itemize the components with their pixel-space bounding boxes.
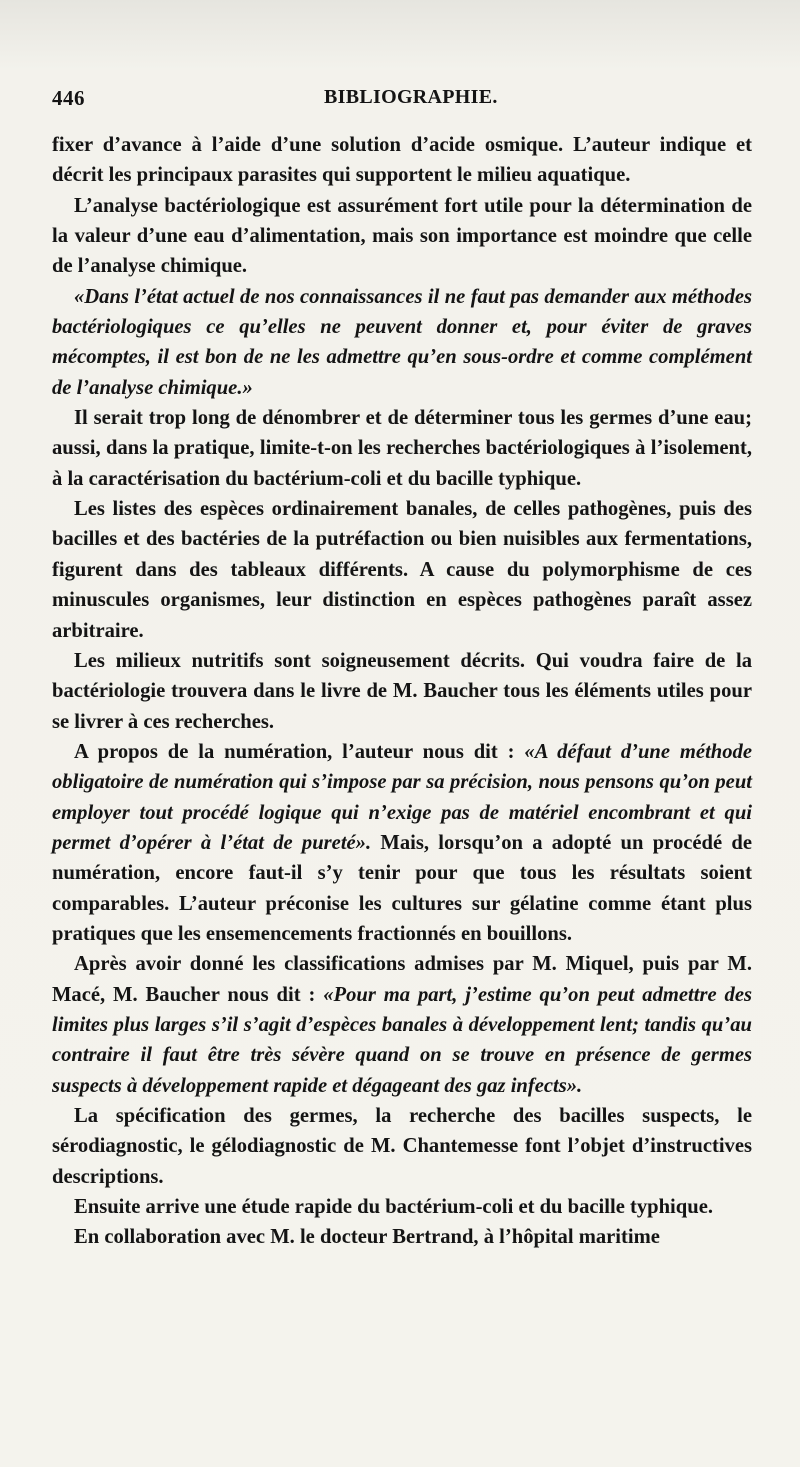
paragraph: La spécification des germes, la recherche des bacilles suspects, le sérodiagnostic, le gélodiagnostic de M. Chantemesse font l’objet d’instructives descriptions.: [52, 1105, 752, 1188]
paragraph-tail: Mais, lorsqu’on a adopté un procédé de numération, encore faut-il s’y tenir pour que tous les résultats soient comparables. L’auteur préconise les cultures sur gélatine comme étant plus pratiques que les ensemencements fractionnés en bouillons.: [52, 831, 752, 945]
inline-quote: «A défaut d’une méthode obligatoire de numération qui s’impose par sa précision, nous pensons qu’on peut employer tout procédé logique qui n’exige pas de matériel encombrant et qui permet d’opérer à l’état de pureté».: [52, 740, 752, 854]
paragraph-with-quote: [52, 949, 752, 1101]
paragraph-with-quote: [52, 737, 752, 949]
paragraph: fixer d’avance à l’aide d’une solution d’acide osmique. L’auteur indique et décrit les principaux parasites qui supportent le milieu aquatique.: [52, 134, 752, 187]
block-quote: «Dans l’état actuel de nos connaissances il ne faut pas demander aux méthodes bactériologiques ce qu’elles ne peuvent donner et, pour éviter de graves mécomptes, il est bon de ne les admettre qu’en sous-ordre et comme complément de l’analyse chimique.»: [52, 285, 752, 399]
paragraph: Les listes des espèces ordinairement banales, de celles pathogènes, puis des bacilles et des bactéries de la putréfaction ou bien nuisibles aux fermentations, figurent dans des tableaux différents. A cause du polymorphisme de ces minuscules organismes, leur distinction en espèces pathogènes paraît assez arbitraire.: [52, 498, 752, 642]
paragraph: En collaboration avec M. le docteur Bertrand, à l’hôpital maritime: [74, 1226, 660, 1249]
body-text: [52, 130, 752, 1253]
paragraph: Ensuite arrive une étude rapide du bactérium-coli et du bacille typhique.: [74, 1196, 713, 1219]
paragraph: L’analyse bactériologique est assurément fort utile pour la détermination de la valeur d’une eau d’alimentation, mais son importance est moindre que celle de l’analyse chimique.: [52, 194, 752, 278]
inline-quote: «Pour ma part, j’estime qu’on peut admettre des limites plus larges s’il s’agit d’espèces banales à développement lent; tandis qu’au contraire il faut être très sévère quand on se trouve en présence de germes suspects à développement rapide et dégageant des gaz infects».: [52, 983, 752, 1097]
paragraph-lead: Après avoir donné les classifications admises par M. Miquel, puis par M. Macé, M. Baucher nous dit :: [52, 953, 752, 1006]
running-title: BIBLIOGRAPHIE.: [324, 86, 498, 108]
paragraph-lead: A propos de la numération, l’auteur nous dit :: [74, 740, 525, 763]
page-header: [52, 86, 752, 116]
paragraph: Il serait trop long de dénombrer et de déterminer tous les germes d’une eau; aussi, dans la pratique, limite-t-on les recherches bactériologiques à l’isolement, à la caractérisation du bactérium-coli et du bacille typhique.: [52, 407, 752, 490]
paragraph: Les milieux nutritifs sont soigneusement décrits. Qui voudra faire de la bactériologie trouvera dans le livre de M. Baucher tous les éléments utiles pour se livrer à ces recherches.: [52, 649, 752, 733]
page-number: 446: [52, 86, 85, 110]
